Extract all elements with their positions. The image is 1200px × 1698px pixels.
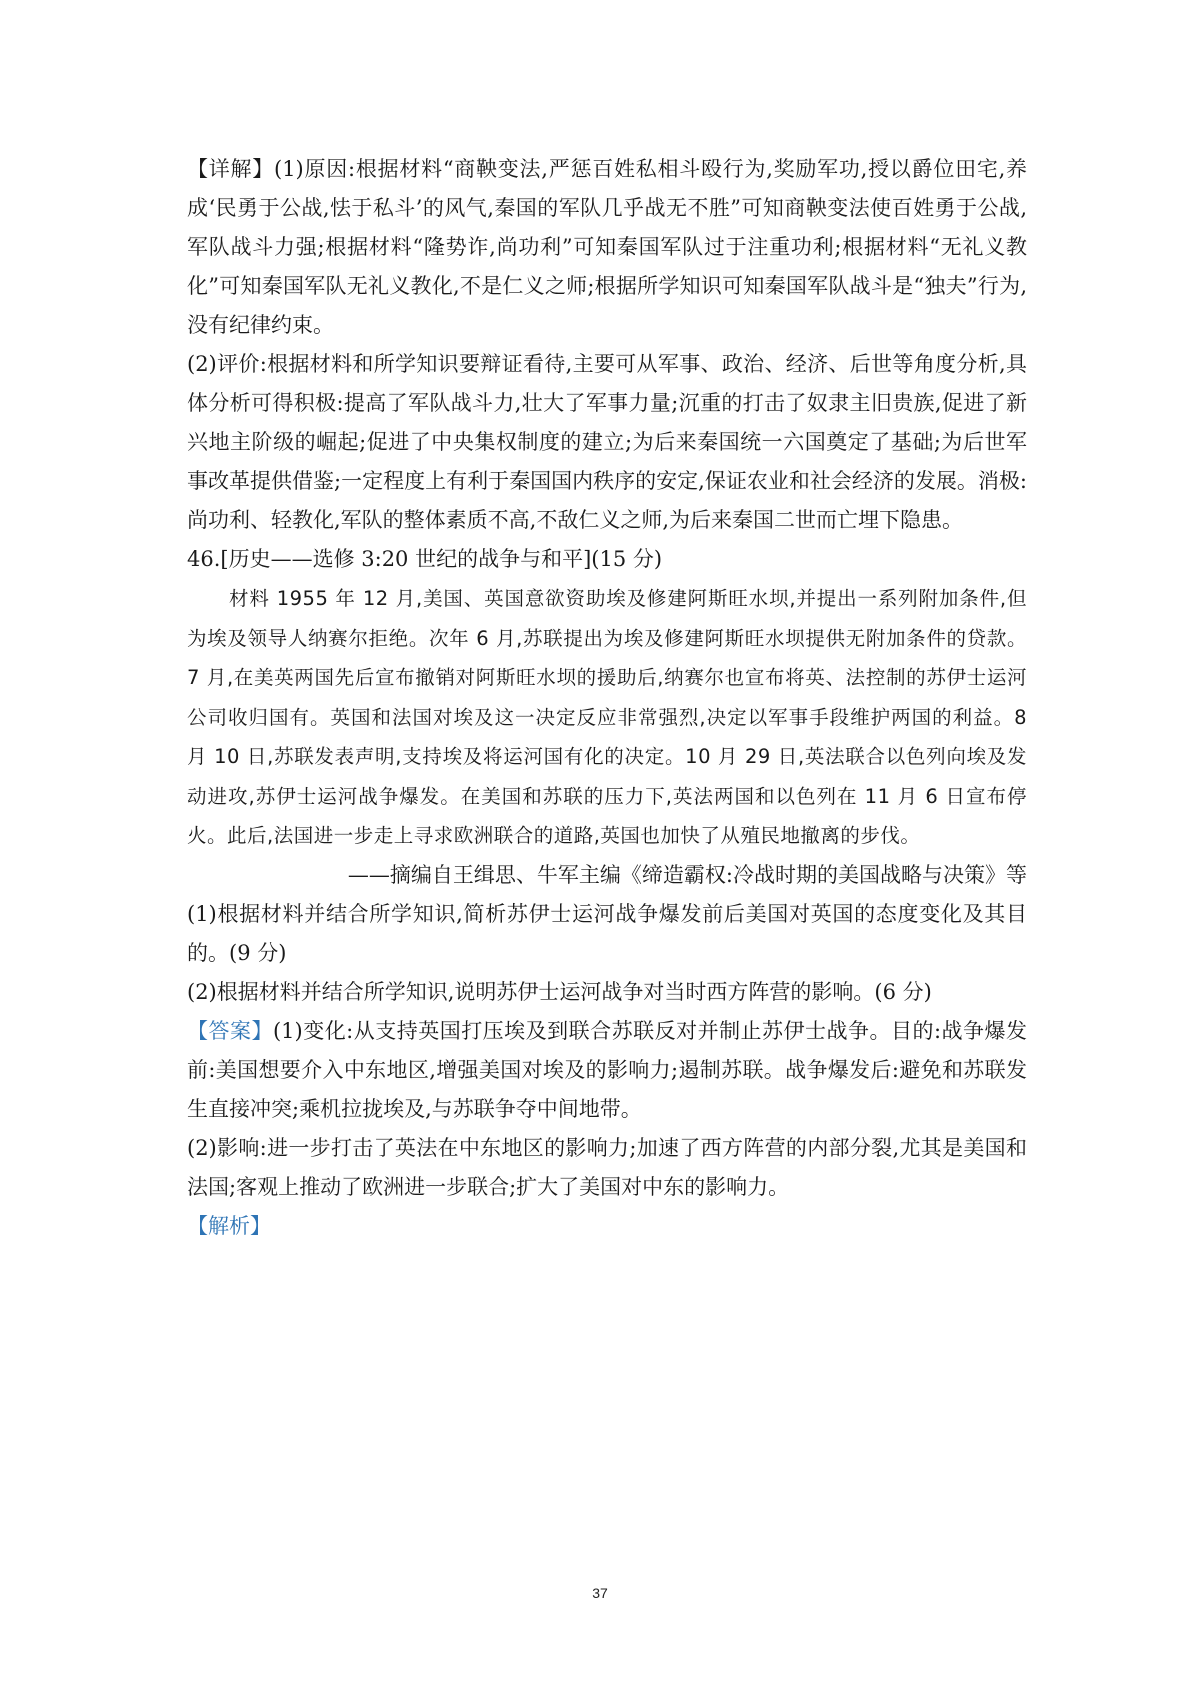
answer-text-1: (1)变化:从支持英国打压埃及到联合苏联反对并制止苏伊士战争。目的:战争爆发前:美国想要介入中东地区,增强美国对埃及的影响力;遏制苏联。战争爆发后:避免和苏联发生直接冲突;乘机拉拢埃及,与苏联争夺中间地带。: [187, 1018, 1027, 1121]
answer-tag: 【答案】: [187, 1018, 273, 1043]
question-46-material: 材料 1955 年 12 月,美国、英国意欲资助埃及修建阿斯旺水坝,并提出一系列附加条件,但为埃及领导人纳赛尔拒绝。次年 6 月,苏联提出为埃及修建阿斯旺水坝提供无附加条件的贷款。7 月,在美英两国先后宣布撤销对阿斯旺水坝的援助后,纳赛尔也宣布将英、法控制的苏伊士运河公司收归国有。英国和法国对埃及这一决定反应非常强烈,决定以军事手段维护两国的利益。8 月 10 日,苏联发表声明,支持埃及将运河国有化的决定。10 月 29 日,英法联合以色列向埃及发动进攻,苏伊士运河战争爆发。在美国和苏联的压力下,英法两国和以色列在 11 月 6 日宣布停火。此后,法国进一步走上寻求欧洲联合的道路,英国也加快了从殖民地撤离的步伐。: [187, 587, 1027, 847]
question-46-title: 46.[历史——选修 3:20 世纪的战争与和平](15 分): [187, 547, 663, 571]
page-content: [187, 150, 1027, 1246]
jiexi-tag: 【解析】: [187, 1213, 271, 1238]
xiangjie-paragraph-1: [187, 150, 1027, 345]
answer-paragraph-1: [187, 1012, 1027, 1129]
xiangjie-tag: 【详解】: [187, 157, 274, 181]
question-46-part-2: (2)根据材料并结合所学知识,说明苏伊士运河战争对当时西方阵营的影响。(6 分): [187, 979, 932, 1004]
xiangjie-text-1: (1)原因:根据材料“商鞅变法,严惩百姓私相斗殴行为,奖励军功,授以爵位田宅,养成‘民勇于公战,怯于私斗’的风气,秦国的军队几乎战无不胜”可知商鞅变法使百姓勇于公战,军队战斗力强;根据材料“隆势诈,尚功利”可知秦国军队过于注重功利;根据材料“无礼义教化”可知秦国军队无礼义教化,不是仁义之师;根据所学知识可知秦国军队战斗是“独夫”行为,没有纪律约束。: [187, 157, 1027, 337]
material-source: ——摘编自王缉思、牛军主编《缔造霸权:冷战时期的美国战略与决策》等: [347, 862, 1027, 887]
answer-paragraph-2: (2)影响:进一步打击了英法在中东地区的影响力;加速了西方阵营的内部分裂,尤其是美国和法国;客观上推动了欧洲进一步联合;扩大了美国对中东的影响力。: [187, 1135, 1027, 1199]
xiangjie-paragraph-2: (2)评价:根据材料和所学知识要辩证看待,主要可从军事、政治、经济、后世等角度分析,具体分析可得积极:提高了军队战斗力,壮大了军事力量;沉重的打击了奴隶主旧贵族,促进了新兴地主阶级的崛起;促进了中央集权制度的建立;为后来秦国统一六国奠定了基础;为后世军事改革提供借鉴;一定程度上有利于秦国国内秩序的安定,保证农业和社会经济的发展。消极:尚功利、轻教化,军队的整体素质不高,不敌仁义之师,为后来秦国二世而亡埋下隐患。: [187, 352, 1027, 532]
question-46-part-1: (1)根据材料并结合所学知识,简析苏伊士运河战争爆发前后美国对英国的态度变化及其目的。(9 分): [187, 901, 1027, 965]
page-number: 37: [592, 1585, 608, 1601]
jiexi-paragraph: [187, 1207, 1027, 1246]
